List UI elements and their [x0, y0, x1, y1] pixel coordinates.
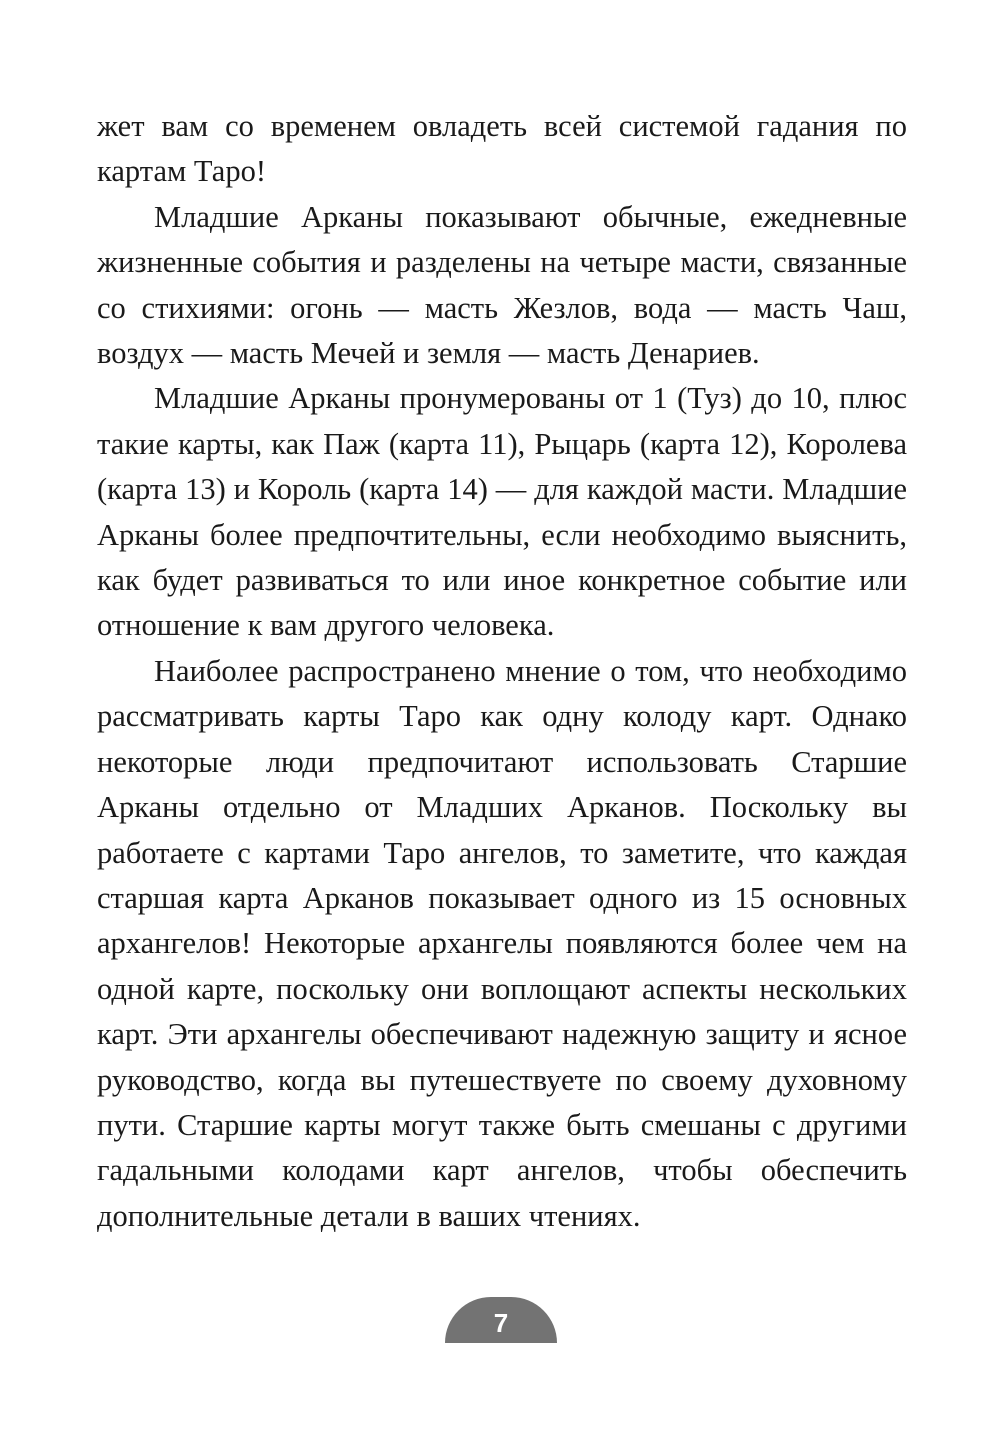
page-body	[97, 104, 907, 1239]
paragraph-continuation: жет вам со временем овладеть всей системой гадания по картам Таро!	[97, 109, 907, 189]
page-number-tab	[445, 1297, 557, 1343]
page-number: 7	[493, 1307, 509, 1338]
paragraph-minor-arcana-numbering: Младшие Арканы пронумерованы от 1 (Туз) до 10, плюс такие карты, как Паж (карта 11), Рыцарь (карта 12), Королева (карта 13) и Король (карта 14) — для каждой масти. Младшие Арканы более предпочтительны, если необходимо выяснить, как будет развиваться то или иное конкретное событие или отношение к вам другого человека.	[97, 381, 907, 643]
paragraph-major-arcana: Наиболее распространено мнение о том, что необходимо рассматривать карты Таро как одну колоду карт. Однако некоторые люди предпочитают использовать Старшие Арканы отдельно от Младших Арканов. Поскольку вы работаете с картами Таро ангелов, то заметите, что каждая старшая карта Арканов показывает одного из 15 основных архангелов! Некоторые архангелы появляются более чем на одной карте, поскольку они воплощают аспекты нескольких карт. Эти архангелы обеспечивают надежную защиту и ясное руководство, когда вы путешествуете по своему духовному пути. Старшие карты могут также быть смешаны с другими гадальными колодами карт ангелов, чтобы обеспечить дополнительные детали в ваших чтениях.	[97, 653, 907, 1233]
paragraph-minor-arcana-suits: Младшие Арканы показывают обычные, ежедневные жизненные события и разделены на четыре масти, связанные со стихиями: огонь — масть Жезлов, вода — масть Чаш, воздух — масть Мечей и земля — масть Денариев.	[97, 199, 907, 371]
